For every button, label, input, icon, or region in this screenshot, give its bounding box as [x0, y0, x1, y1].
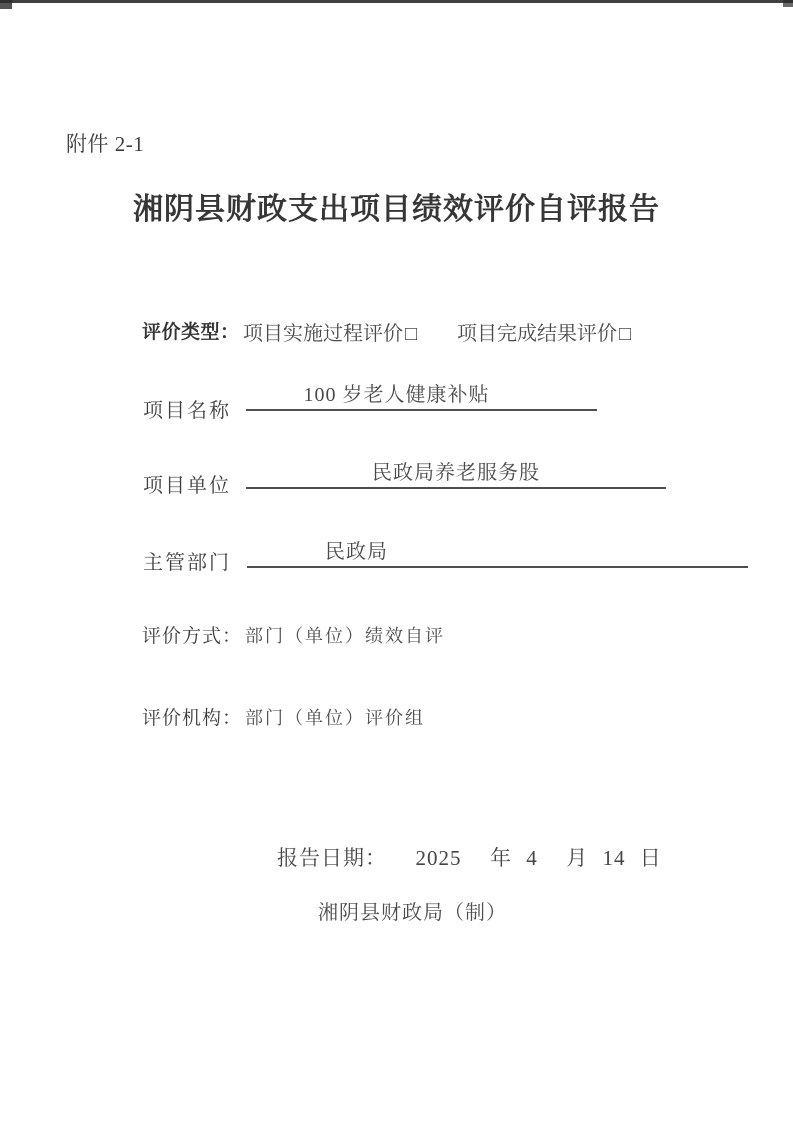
project-unit-label: 项目单位 [143, 475, 231, 497]
project-unit-field: 民政局养老服务股 [246, 458, 666, 489]
eval-type-option-result [457, 317, 631, 346]
eval-type-option-process-text: 项目实施过程评价 [243, 323, 403, 345]
issuer-line: 湘阴县财政局（制） [318, 902, 507, 924]
attachment-label: 附件 2-1 [66, 132, 145, 156]
page-title: 湘阴县财政支出项目绩效评价自评报告 [133, 192, 660, 227]
checkbox-process-icon[interactable]: □ [405, 323, 418, 345]
supervising-dept-label: 主管部门 [143, 552, 231, 574]
eval-method-label: 评价方式： [142, 626, 243, 647]
supervising-dept-field: 民政局 [247, 538, 748, 568]
scan-edge-artifact [0, 0, 793, 3]
project-name-label: 项目名称 [143, 400, 231, 422]
eval-org-value: 部门（单位）评价组 [245, 708, 425, 728]
project-name-field: 100 岁老人健康补贴 [246, 380, 597, 411]
eval-method-value: 部门（单位）绩效自评 [245, 626, 445, 646]
scan-corner-artifact [783, 0, 793, 7]
scan-corner-artifact [0, 0, 12, 9]
report-date: 报告日期： 2025 年 4 月 14 日 [277, 846, 662, 870]
eval-org-label: 评价机构： [142, 708, 243, 729]
checkbox-result-icon[interactable]: □ [619, 323, 632, 345]
eval-type-option-process [243, 317, 417, 346]
eval-type-label: 评价类型： [142, 322, 240, 343]
eval-type-option-result-text: 项目完成结果评价 [457, 323, 617, 345]
